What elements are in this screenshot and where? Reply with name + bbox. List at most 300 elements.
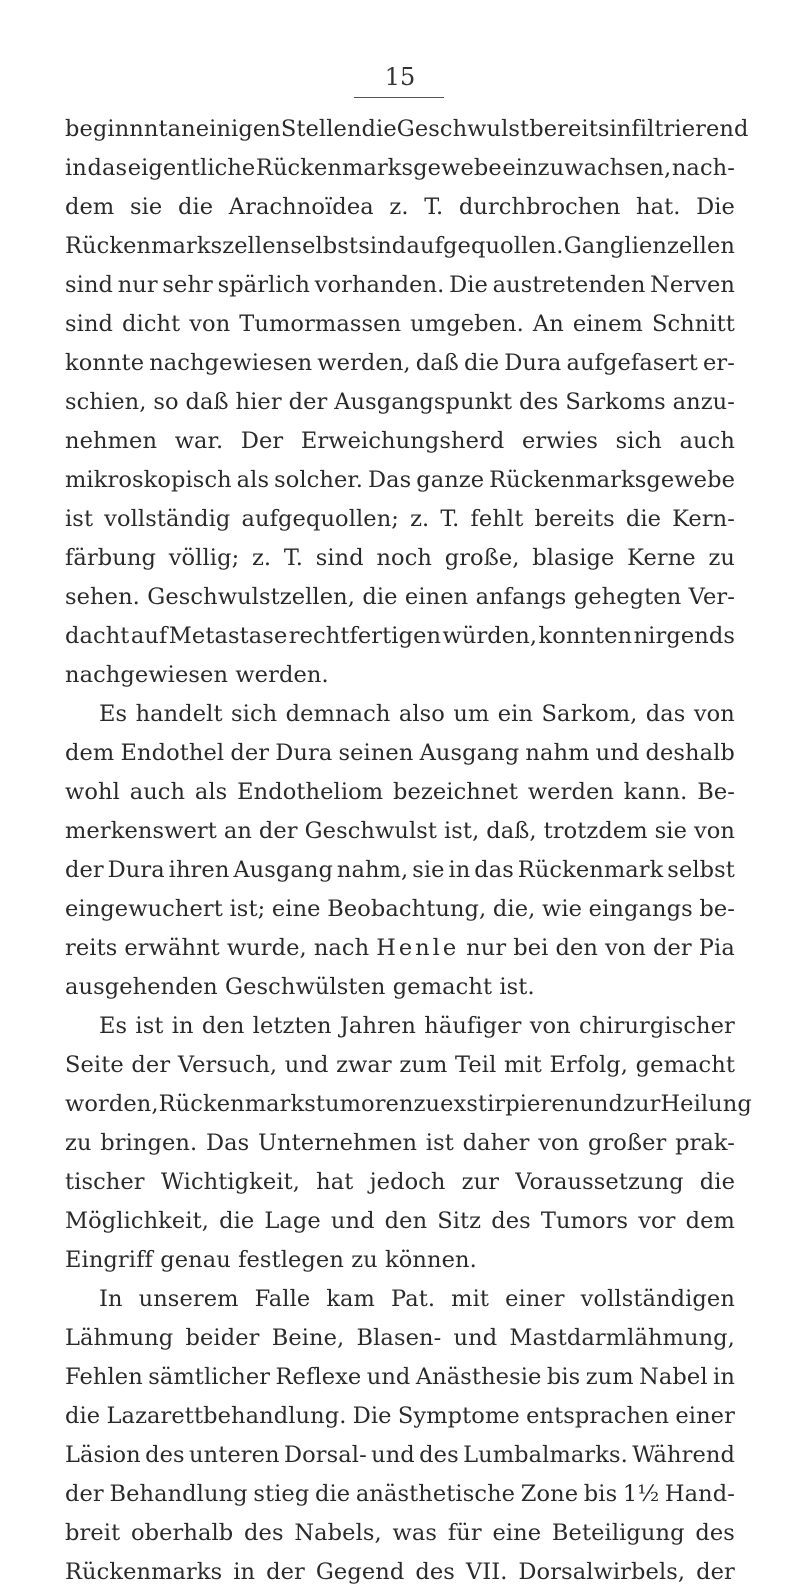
word: Die: [696, 194, 735, 220]
word: nachgewiesen: [149, 350, 313, 376]
text-line: [65, 1475, 735, 1514]
word: Pat.: [391, 1286, 436, 1312]
word: und: [366, 1364, 411, 1390]
text-line: [65, 1046, 735, 1085]
text-line: [65, 695, 735, 734]
word: infiltrierend: [609, 116, 749, 142]
word: des: [244, 1520, 284, 1546]
word: des: [415, 1559, 455, 1585]
word: Die: [449, 272, 488, 298]
word: merkenswert: [65, 818, 217, 844]
word: spärlich: [217, 272, 310, 298]
word: Geschwulstzellen,: [147, 584, 355, 610]
word: Be-: [697, 779, 735, 805]
word: wohl: [65, 779, 120, 805]
word: hat.: [636, 194, 681, 220]
word: von: [189, 311, 231, 337]
word: Versuch,: [177, 1052, 278, 1078]
word: zum: [399, 1052, 448, 1078]
word: genau: [160, 1247, 231, 1273]
word: aufgequollen.: [406, 233, 564, 259]
word: dacht: [65, 623, 130, 649]
word: Falle: [254, 1286, 311, 1312]
word: und: [284, 1052, 329, 1078]
word: ist: [65, 506, 94, 532]
word: solcher.: [274, 467, 364, 493]
word: daß: [185, 389, 229, 415]
word: eingangs: [588, 896, 693, 922]
word: kann.: [623, 779, 688, 805]
word: anzu-: [672, 389, 735, 415]
word: Ausgang: [419, 740, 520, 766]
word: nirgends: [633, 623, 735, 649]
word: umgeben.: [410, 311, 524, 337]
word: Sitz: [437, 1208, 482, 1234]
word: Blasen-: [356, 1325, 442, 1351]
word: die,: [492, 896, 536, 922]
word: eine: [271, 896, 321, 922]
word: den: [201, 1013, 245, 1039]
word: mikroskopisch: [65, 467, 232, 493]
word: nahm,: [336, 857, 409, 883]
word: rechtfertigen: [288, 623, 442, 649]
word: wurde,: [226, 935, 307, 961]
page-number-rule: [354, 97, 444, 98]
word: zu: [708, 545, 735, 571]
word: beginnnt: [65, 116, 168, 142]
word: exstirpieren: [440, 1091, 580, 1117]
word: Mastdarmlähmung,: [509, 1325, 735, 1351]
word: z.: [410, 506, 430, 532]
word: worden,: [65, 1091, 159, 1117]
word: bezeichnet: [393, 779, 519, 805]
word: an: [167, 116, 196, 142]
word: letzten: [252, 1013, 332, 1039]
word: ist: [425, 1130, 454, 1156]
word: daß: [415, 350, 459, 376]
word: Kerne: [627, 545, 696, 571]
word: auch: [679, 428, 735, 454]
word: Rückenmarks: [65, 1559, 223, 1585]
word: die: [463, 350, 500, 376]
text-line: [65, 1124, 735, 1163]
word: einigen: [195, 116, 281, 142]
word: werden: [527, 779, 614, 805]
word: Seite: [65, 1052, 124, 1078]
word: Schnitt: [651, 311, 735, 337]
word: Rückenmark: [517, 857, 664, 883]
word: Läsion: [65, 1442, 141, 1468]
text-line: [65, 1202, 735, 1241]
word: T.: [283, 545, 303, 571]
word: Beteiligung: [551, 1520, 685, 1546]
word: bereits: [534, 506, 615, 532]
text-line: [65, 227, 735, 266]
word: ihren: [168, 857, 230, 883]
word: große,: [444, 545, 520, 571]
text-line: [65, 1397, 735, 1436]
text-line: [65, 656, 735, 695]
text-line: [65, 500, 735, 539]
word: nahm: [525, 740, 590, 766]
text-line: [65, 617, 735, 656]
word: von: [693, 701, 735, 727]
word: Beobachtung,: [327, 896, 487, 922]
word: blasige: [532, 545, 615, 571]
word: Lähmung: [65, 1325, 174, 1351]
word: mit: [504, 1052, 542, 1078]
word: dem: [685, 1208, 735, 1234]
word: häufiger: [424, 1013, 522, 1039]
word: breit: [65, 1520, 121, 1546]
word: sie: [412, 857, 445, 883]
word: Henle: [376, 935, 460, 961]
word: reits: [65, 935, 118, 961]
word: in: [713, 1364, 735, 1390]
word: sehr: [162, 272, 213, 298]
word: vollständig: [104, 506, 231, 532]
word: Wichtigkeit,: [160, 1169, 301, 1195]
word: in: [65, 155, 87, 181]
word: sie: [129, 194, 163, 220]
word: jedoch: [369, 1169, 446, 1195]
word: 1½: [622, 1481, 660, 1507]
word: Es: [99, 701, 128, 727]
word: das: [87, 155, 128, 181]
text-line: [65, 1319, 735, 1358]
text-line: [65, 149, 735, 188]
word: nach-: [671, 155, 735, 181]
word: Dura: [107, 857, 165, 883]
word: werden.: [235, 662, 329, 688]
word: Beine,: [271, 1325, 345, 1351]
word: der: [131, 1052, 171, 1078]
word: so: [153, 389, 179, 415]
word: Sarkom,: [541, 701, 638, 727]
word: nur: [117, 272, 158, 298]
word: zu: [413, 1091, 441, 1117]
word: Behandlung: [109, 1481, 248, 1507]
word: be-: [699, 896, 735, 922]
word: eingewuchert: [65, 896, 223, 922]
word: selbst: [290, 233, 359, 259]
word: festlegen: [238, 1247, 344, 1273]
word: bis: [583, 1481, 618, 1507]
word: bereits: [529, 116, 610, 142]
word: z.: [389, 194, 409, 220]
word: dem: [65, 740, 115, 766]
word: dicht: [122, 311, 181, 337]
word: zur: [461, 1169, 500, 1195]
word: durchbrochen: [458, 194, 621, 220]
word: Endotheliom: [237, 779, 384, 805]
word: Rückenmarkszellen: [65, 233, 291, 259]
word: seinen: [338, 740, 414, 766]
word: Nabels,: [294, 1520, 382, 1546]
word: zur: [623, 1091, 661, 1117]
word: der: [266, 1559, 305, 1585]
text-line: [65, 383, 735, 422]
word: der: [258, 818, 298, 844]
word: Tumormassen: [239, 311, 402, 337]
word: einem: [572, 311, 643, 337]
word: T.: [424, 194, 444, 220]
word: aufgequollen;: [241, 506, 399, 532]
word: Ver-: [688, 584, 735, 610]
word: fehlt: [470, 506, 524, 532]
word: Tumors: [540, 1208, 629, 1234]
word: sich: [231, 701, 278, 727]
word: den: [555, 935, 598, 961]
text-line: [65, 968, 735, 1007]
word: zum: [585, 1364, 634, 1390]
word: Ausgangspunkt: [334, 389, 513, 415]
text-line: [65, 890, 735, 929]
word: das: [645, 701, 686, 727]
word: gehegten: [573, 584, 682, 610]
word: konnte: [65, 350, 145, 376]
word: von: [604, 935, 647, 961]
word: einen: [404, 584, 469, 610]
word: des: [419, 1442, 459, 1468]
word: Dorsalwirbels,: [518, 1559, 686, 1585]
word: hat: [316, 1169, 354, 1195]
word: Gegend: [315, 1559, 405, 1585]
word: z.: [251, 545, 272, 571]
word: er-: [702, 350, 735, 376]
word: ausgehenden: [65, 974, 218, 1000]
word: großer: [587, 1130, 667, 1156]
word: aufgefasert: [566, 350, 698, 376]
word: sind: [65, 311, 114, 337]
word: Nerven: [650, 272, 735, 298]
word: der: [230, 740, 270, 766]
word: hier: [235, 389, 282, 415]
word: gemacht: [635, 1052, 735, 1078]
word: chirurgischer: [579, 1013, 735, 1039]
word: als: [194, 779, 228, 805]
word: die: [219, 1208, 255, 1234]
word: Erfolg,: [549, 1052, 629, 1078]
word: die: [65, 1403, 101, 1429]
word: und: [595, 740, 640, 766]
word: In: [99, 1286, 123, 1312]
word: Geschwülsten: [225, 974, 386, 1000]
word: dem: [65, 194, 115, 220]
word: gemacht: [392, 974, 493, 1000]
word: Der: [240, 428, 284, 454]
word: der: [288, 389, 328, 415]
word: Stellen: [280, 116, 362, 142]
word: Nabel: [639, 1364, 708, 1390]
text-line: [65, 851, 735, 890]
text-line: [65, 422, 735, 461]
word: einzuwachsen,: [502, 155, 672, 181]
text-line: [65, 1514, 735, 1553]
word: würden,: [442, 623, 538, 649]
word: bei: [513, 935, 549, 961]
word: nach: [313, 935, 370, 961]
word: mit: [451, 1286, 490, 1312]
word: des: [145, 1442, 185, 1468]
word: ist: [135, 1013, 164, 1039]
word: Das: [205, 1130, 250, 1156]
word: sind: [358, 233, 407, 259]
word: Möglichkeit,: [65, 1208, 210, 1234]
word: trotzdem: [543, 818, 648, 844]
text-line: [65, 578, 735, 617]
word: Lazarettbehandlung.: [106, 1403, 347, 1429]
word: Arachnoïdea: [228, 194, 374, 220]
word: in: [233, 1559, 256, 1585]
word: sich: [615, 428, 662, 454]
word: noch: [376, 545, 432, 571]
word: als: [236, 467, 270, 493]
word: oberhalb: [130, 1520, 234, 1546]
word: Dura: [275, 740, 333, 766]
word: kam: [326, 1286, 375, 1312]
word: Lumbalmarks.: [463, 1442, 628, 1468]
word: und: [371, 1442, 415, 1468]
text-line: [65, 1241, 735, 1280]
word: die: [361, 116, 397, 142]
word: austretenden: [492, 272, 646, 298]
word: schien,: [65, 389, 147, 415]
word: bis: [546, 1364, 581, 1390]
text-line: [65, 812, 735, 851]
word: Kern-: [672, 506, 735, 532]
word: einer: [505, 1286, 565, 1312]
word: ist;: [229, 896, 266, 922]
word: entsprachen: [526, 1403, 670, 1429]
text-line: [65, 1007, 735, 1046]
word: Reflexe: [275, 1364, 362, 1390]
word: den: [384, 1208, 428, 1234]
word: tischer: [65, 1169, 145, 1195]
word: und: [453, 1325, 498, 1351]
word: Rückenmarksgewebe: [489, 467, 735, 493]
text-line: [65, 929, 735, 968]
word: zu: [65, 1130, 92, 1156]
word: für: [447, 1520, 482, 1546]
word: ein: [497, 701, 534, 727]
text-line: [65, 1085, 752, 1124]
text-line: [65, 1436, 735, 1475]
word: zwar: [336, 1052, 392, 1078]
word: Rückenmarksgewebe: [255, 155, 502, 181]
body-text: [65, 110, 752, 1592]
word: an: [223, 818, 252, 844]
word: nachgewiesen: [65, 662, 229, 688]
word: auch: [129, 779, 186, 805]
word: wie: [541, 896, 583, 922]
word: der: [653, 935, 692, 961]
word: Die: [352, 1403, 392, 1429]
word: der: [65, 857, 104, 883]
word: Lage: [264, 1208, 321, 1234]
word: also: [398, 701, 445, 727]
word: werden,: [317, 350, 411, 376]
word: ganze: [416, 467, 485, 493]
word: auf: [130, 623, 168, 649]
word: Das: [367, 467, 412, 493]
word: des: [695, 1520, 735, 1546]
word: die: [362, 584, 398, 610]
word: Unternehmen: [257, 1130, 418, 1156]
page-number: 15: [384, 63, 416, 91]
word: selbst: [667, 857, 735, 883]
word: der: [696, 1559, 735, 1585]
word: was: [392, 1520, 438, 1546]
word: Geschwulst: [396, 116, 530, 142]
text-line: [65, 1280, 735, 1319]
text-line: [65, 188, 735, 227]
word: und: [579, 1091, 624, 1117]
word: Pia: [698, 935, 735, 961]
word: Voraussetzung: [515, 1169, 684, 1195]
word: die: [699, 1169, 735, 1195]
word: deshalb: [645, 740, 735, 766]
word: erwähnt: [124, 935, 220, 961]
word: nehmen: [65, 428, 158, 454]
word: war.: [174, 428, 224, 454]
word: vollständigen: [580, 1286, 735, 1312]
word: eigentliche: [127, 155, 256, 181]
word: anästhetische: [355, 1481, 516, 1507]
word: sämtlicher: [148, 1364, 271, 1390]
word: und: [330, 1208, 375, 1234]
word: Anästhesie: [415, 1364, 542, 1390]
word: Ganglienzellen: [563, 233, 735, 259]
text-line: [65, 305, 735, 344]
word: in: [448, 857, 471, 883]
word: sind: [315, 545, 364, 571]
word: unteren: [189, 1442, 280, 1468]
word: stieg: [253, 1481, 310, 1507]
word: ist.: [499, 974, 535, 1000]
word: der: [65, 1481, 104, 1507]
word: des: [491, 1208, 531, 1234]
word: Fehlen: [65, 1364, 143, 1390]
word: Eingriff: [65, 1247, 153, 1273]
word: konnten: [538, 623, 633, 649]
word: Jahren: [339, 1013, 416, 1039]
text-line: [65, 461, 735, 500]
word: in: [171, 1013, 194, 1039]
text-line: [65, 266, 735, 305]
word: beider: [185, 1325, 260, 1351]
word: Ausgang: [233, 857, 334, 883]
word: daß,: [486, 818, 537, 844]
word: völlig;: [168, 545, 240, 571]
text-line: [65, 539, 735, 578]
word: Dorsal-: [283, 1442, 367, 1468]
word: Es: [99, 1013, 128, 1039]
word: T.: [440, 506, 460, 532]
word: daher: [462, 1130, 530, 1156]
word: ist,: [443, 818, 480, 844]
text-line: [65, 344, 735, 383]
word: VII.: [465, 1559, 508, 1585]
word: vorhanden.: [314, 272, 445, 298]
word: demnach: [285, 701, 391, 727]
word: handelt: [135, 701, 223, 727]
word: die: [315, 1481, 351, 1507]
word: sehen.: [65, 584, 140, 610]
word: die: [177, 194, 214, 220]
word: Rückenmarkstumoren: [158, 1091, 414, 1117]
word: die: [625, 506, 662, 532]
